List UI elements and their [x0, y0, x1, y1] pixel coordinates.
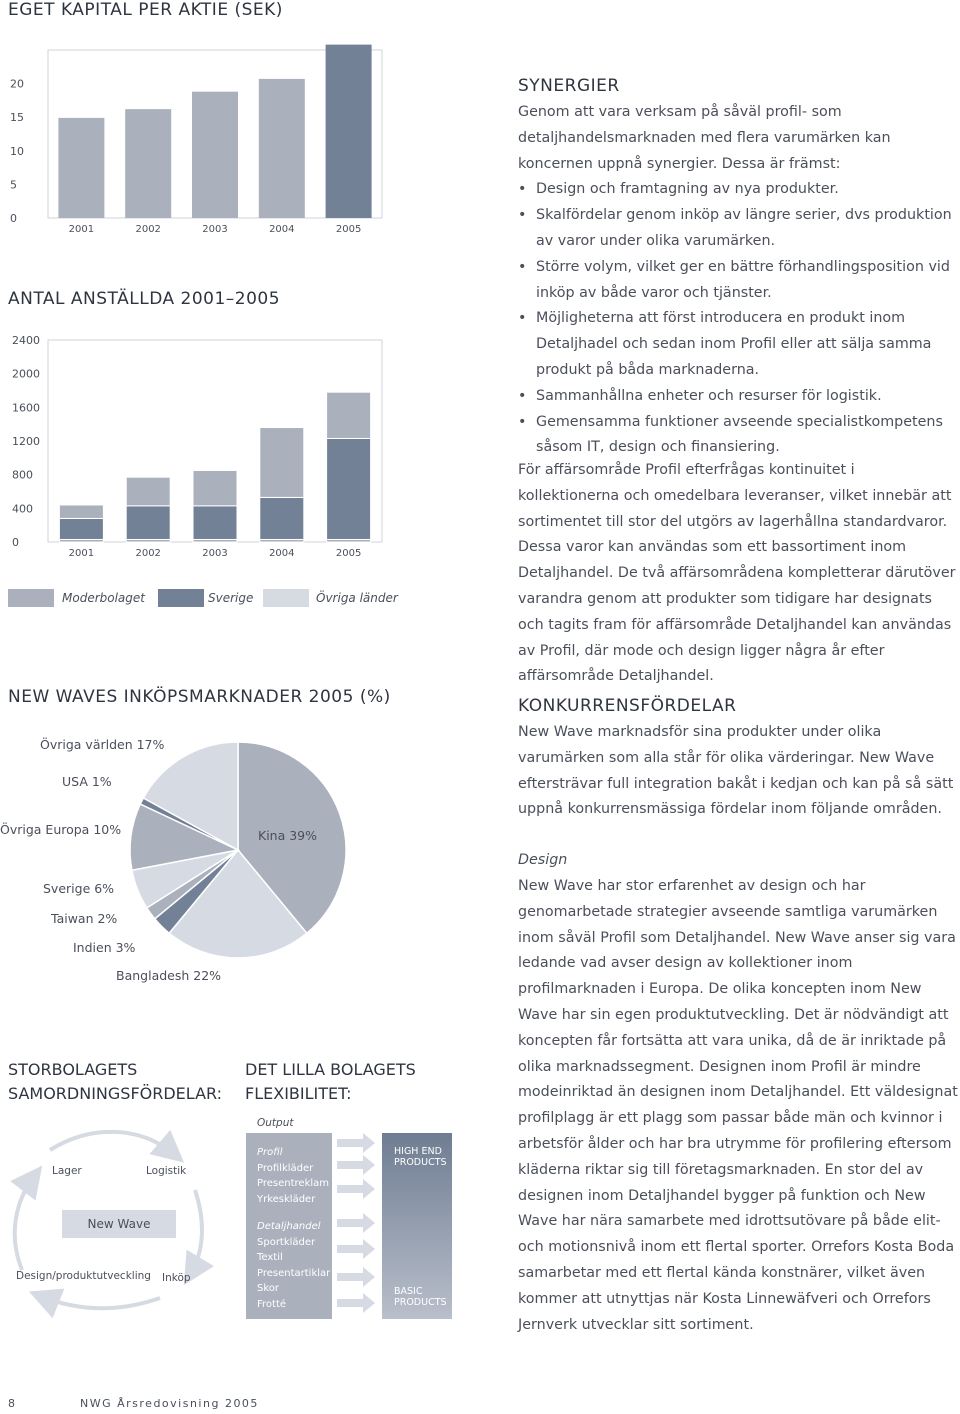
- profil-item: Presentreklam: [257, 1178, 330, 1189]
- x-tick-label: 2004: [269, 548, 295, 559]
- node-lager: Lager: [52, 1165, 82, 1177]
- publication-name: NWG Årsredovisning 2005: [80, 1397, 259, 1410]
- equity-bar: [58, 118, 104, 218]
- y-tick-label: 1200: [12, 435, 40, 448]
- detalj-title: Detaljhandel: [257, 1221, 321, 1232]
- profil-item: Yrkeskläder: [257, 1193, 316, 1205]
- employees-bar-segment: [260, 428, 304, 498]
- list-item: • Skalfördelar genom inköp av längre serier, dvs produktion av varor under olika varumärken.: [518, 203, 958, 255]
- x-tick-label: 2005: [335, 224, 362, 235]
- output-list-box: [246, 1133, 332, 1319]
- employees-bar-segment: [59, 505, 103, 518]
- node-design: Design/produktutveckling: [16, 1270, 151, 1282]
- detalj-item: Skor: [257, 1283, 280, 1294]
- equity-bar: [259, 79, 305, 218]
- cycle-arrow-top: [50, 1132, 175, 1155]
- x-tick-label: 2001: [68, 548, 95, 559]
- synergier-list: [518, 177, 958, 461]
- node-new-wave-box: [62, 1210, 176, 1238]
- y-tick-label: 2000: [12, 367, 40, 381]
- y-tick-label: 0: [12, 536, 19, 549]
- product-gradient-box: [382, 1133, 452, 1319]
- employees-bar-segment: [59, 518, 103, 539]
- equity-bar: [125, 109, 171, 218]
- flow-arrow: [337, 1133, 375, 1153]
- pie-label-sverige: Sverige 6%: [43, 881, 115, 896]
- legend-swatch-ovriga: [263, 589, 309, 607]
- storbolag-heading: STORBOLAGETS SAMORDNINGSFÖRDELAR:: [8, 1060, 223, 1103]
- cycle-arrow-right: [190, 1190, 202, 1275]
- cycle-arrow-left: [15, 1175, 35, 1270]
- node-inkop: Inköp: [162, 1272, 191, 1284]
- detalj-list: [257, 1219, 330, 1312]
- flow-arrow: [337, 1213, 375, 1233]
- detalj-item: Presentartiklar: [257, 1267, 331, 1279]
- employees-bar-segment: [193, 470, 237, 505]
- x-tick-label: 2003: [202, 224, 228, 235]
- pie-label-ovriga-europa: Övriga Europa 10%: [0, 822, 122, 837]
- employees-bar-segment: [327, 392, 371, 438]
- list-item: • Möjligheterna att först introducera en produkt inom Detaljhadel och sedan inom Profil eller att sälja samma produkt på båda marknaderna.: [518, 306, 958, 383]
- x-tick-label: 2002: [135, 548, 161, 559]
- flow-arrows: [335, 1133, 377, 1319]
- y-tick-label: 0: [10, 212, 17, 225]
- y-tick-label: 2400: [12, 334, 40, 347]
- pie-label-usa: USA 1%: [62, 774, 112, 789]
- y-tick-label: 400: [12, 502, 33, 516]
- employees-bar-segment: [327, 438, 371, 539]
- x-tick-label: 2001: [68, 224, 95, 235]
- flow-arrow: [337, 1155, 375, 1175]
- cycle-arrow-bottom: [40, 1296, 160, 1308]
- lilla-heading: DET LILLA BOLAGETS FLEXIBILITET:: [245, 1060, 416, 1103]
- basic-label: BASIC PRODUCTS: [394, 1286, 447, 1308]
- y-tick-label: 20: [10, 77, 24, 91]
- pie-label-ovriga-varlden: Övriga världen 17%: [40, 737, 165, 752]
- x-tick-label: 2004: [269, 224, 295, 235]
- x-tick-label: 2005: [335, 548, 362, 559]
- legend-label-ovriga: Övriga länder: [316, 591, 398, 605]
- output-label: Output: [257, 1117, 294, 1129]
- list-item: • Större volym, vilket ger en bättre förhandlingsposition vid inköp av både varor och tjänster.: [518, 255, 958, 307]
- node-new-wave: New Wave: [87, 1217, 151, 1231]
- konkurrens-intro: New Wave marknadsför sina produkter under olika varumärken som alla står för olika värderingar. New Wave eftersträvar full integration bakåt i kedjan och kan på så sätt uppnå konkurrensmässiga fördelar inom följande områden.: [518, 724, 954, 818]
- employees-bar-segment: [260, 497, 304, 539]
- pie-label-kina: Kina 39%: [258, 828, 318, 843]
- list-item: • Gemensamma funktioner avseende specialistkompetens såsom IT, design och finansiering.: [518, 410, 958, 462]
- employees-bar-segment: [193, 506, 237, 540]
- detalj-item: Sportkläder: [257, 1236, 316, 1248]
- synergier-paragraph: För affärsområde Profil efterfrågas kontinuitet i kollektionerna och omedelbara leveranser, vilket innebär att sortimentet till stor del utgörs av lagerhållna standardvaror. Dessa varor kan användas som ett bassortiment inom Detaljhandel. De två affärsområdena kompletterar därutöver varandra genom att produkter som tidigare har designats och tagits fram för affärsområde Detaljhandel kan användas av Profil, där mode och design ligger några år efter affärsområde Detaljhandel.: [518, 462, 956, 685]
- list-item: • Design och framtagning av nya produkter.: [518, 177, 958, 203]
- flow-arrow: [337, 1239, 375, 1259]
- flow-arrow: [337, 1293, 375, 1313]
- page-number: 8: [8, 1397, 15, 1410]
- equity-bar: [326, 45, 372, 218]
- equity-bar-chart: [0, 30, 400, 250]
- x-tick-label: 2002: [135, 224, 161, 235]
- legend-label-sverige: Sverige: [208, 591, 254, 605]
- employees-stacked-bar-chart: [0, 326, 400, 566]
- legend-swatch-sverige: [158, 589, 204, 607]
- pie-chart-title: NEW WAVES INKÖPSMARKNADER 2005 (%): [8, 687, 391, 707]
- detalj-item: Textil: [257, 1252, 283, 1263]
- y-tick-label: 1600: [12, 401, 40, 415]
- employees-bar-segment: [126, 477, 170, 506]
- legend-label-moderbolaget: Moderbolaget: [62, 591, 145, 605]
- high-end-label: HIGH END PRODUCTS: [394, 1146, 447, 1168]
- konkurrens-heading: KONKURRENSFÖRDELAR: [518, 696, 737, 716]
- node-logistik: Logistik: [146, 1165, 187, 1177]
- flow-arrow: [337, 1267, 375, 1287]
- legend-swatch-moderbolaget: [8, 589, 54, 607]
- y-tick-label: 10: [10, 144, 24, 158]
- profil-title: Profil: [257, 1147, 283, 1158]
- equity-chart-title: EGET KAPITAL PER AKTIE (SEK): [8, 0, 283, 20]
- equity-bar: [192, 92, 238, 218]
- flow-arrow: [337, 1179, 375, 1199]
- employees-bar-segment: [126, 506, 170, 540]
- pie-label-indien: Indien 3%: [73, 940, 136, 955]
- pie-label-bangladesh: Bangladesh 22%: [116, 968, 222, 983]
- y-tick-label: 800: [12, 468, 33, 482]
- x-tick-label: 2003: [202, 548, 228, 559]
- y-tick-label: 15: [10, 111, 24, 125]
- profil-item: Profilkläder: [257, 1162, 314, 1174]
- y-tick-label: 5: [10, 178, 17, 192]
- profil-list: [257, 1145, 329, 1207]
- design-subheading: Design: [518, 852, 568, 868]
- synergier-intro: Genom att vara verksam på såväl profil- som detaljhandelsmarknaden med flera varumärken kan koncernen uppnå synergier. Dessa är främst:: [518, 104, 891, 172]
- employees-chart-title: ANTAL ANSTÄLLDA 2001–2005: [8, 289, 281, 309]
- pie-label-taiwan: Taiwan 2%: [51, 911, 118, 926]
- detalj-item: Frotté: [257, 1298, 287, 1310]
- list-item: • Sammanhållna enheter och resurser för logistik.: [518, 384, 958, 410]
- synergier-section: [518, 100, 958, 461]
- synergier-heading: SYNERGIER: [518, 76, 620, 96]
- design-paragraph: New Wave har stor erfarenhet av design och har genomarbetade strategier avseende samtliga varumärken inom såväl Profil som Detaljhandel. New Wave anser sig vara ledande vad avser design av kollektioner inom profilmarknaden i Europa. De olika koncepten inom New Wave har sin egen produktutveckling. Det är nödvändigt att koncepten får fortsätta att vara unika, då de är inriktade på olika marknadssegment. Designen inom Profil är mindre modeinriktad än designen inom Detaljhandel. Ett väldesignat profilplagg är ett plagg som passar både män och kvinnor i arbetsför ålder och har bra utrymme för profilering eftersom kläderna riktar sig till företagsmarknaden. En stor del av designen inom Detaljhandel bygger på funktion och New Wave har nära samarbete med idrottsutövare på både elit- och motionsnivå inom ett flertal sporter. Orrefors Kosta Boda samarbetar med ett flertal kända konstnärer, vilket även kommer att utnyttjas när Kosta Linnewäfveri och Orrefors Jernverk utvecklar sitt sortiment.: [518, 878, 958, 1333]
